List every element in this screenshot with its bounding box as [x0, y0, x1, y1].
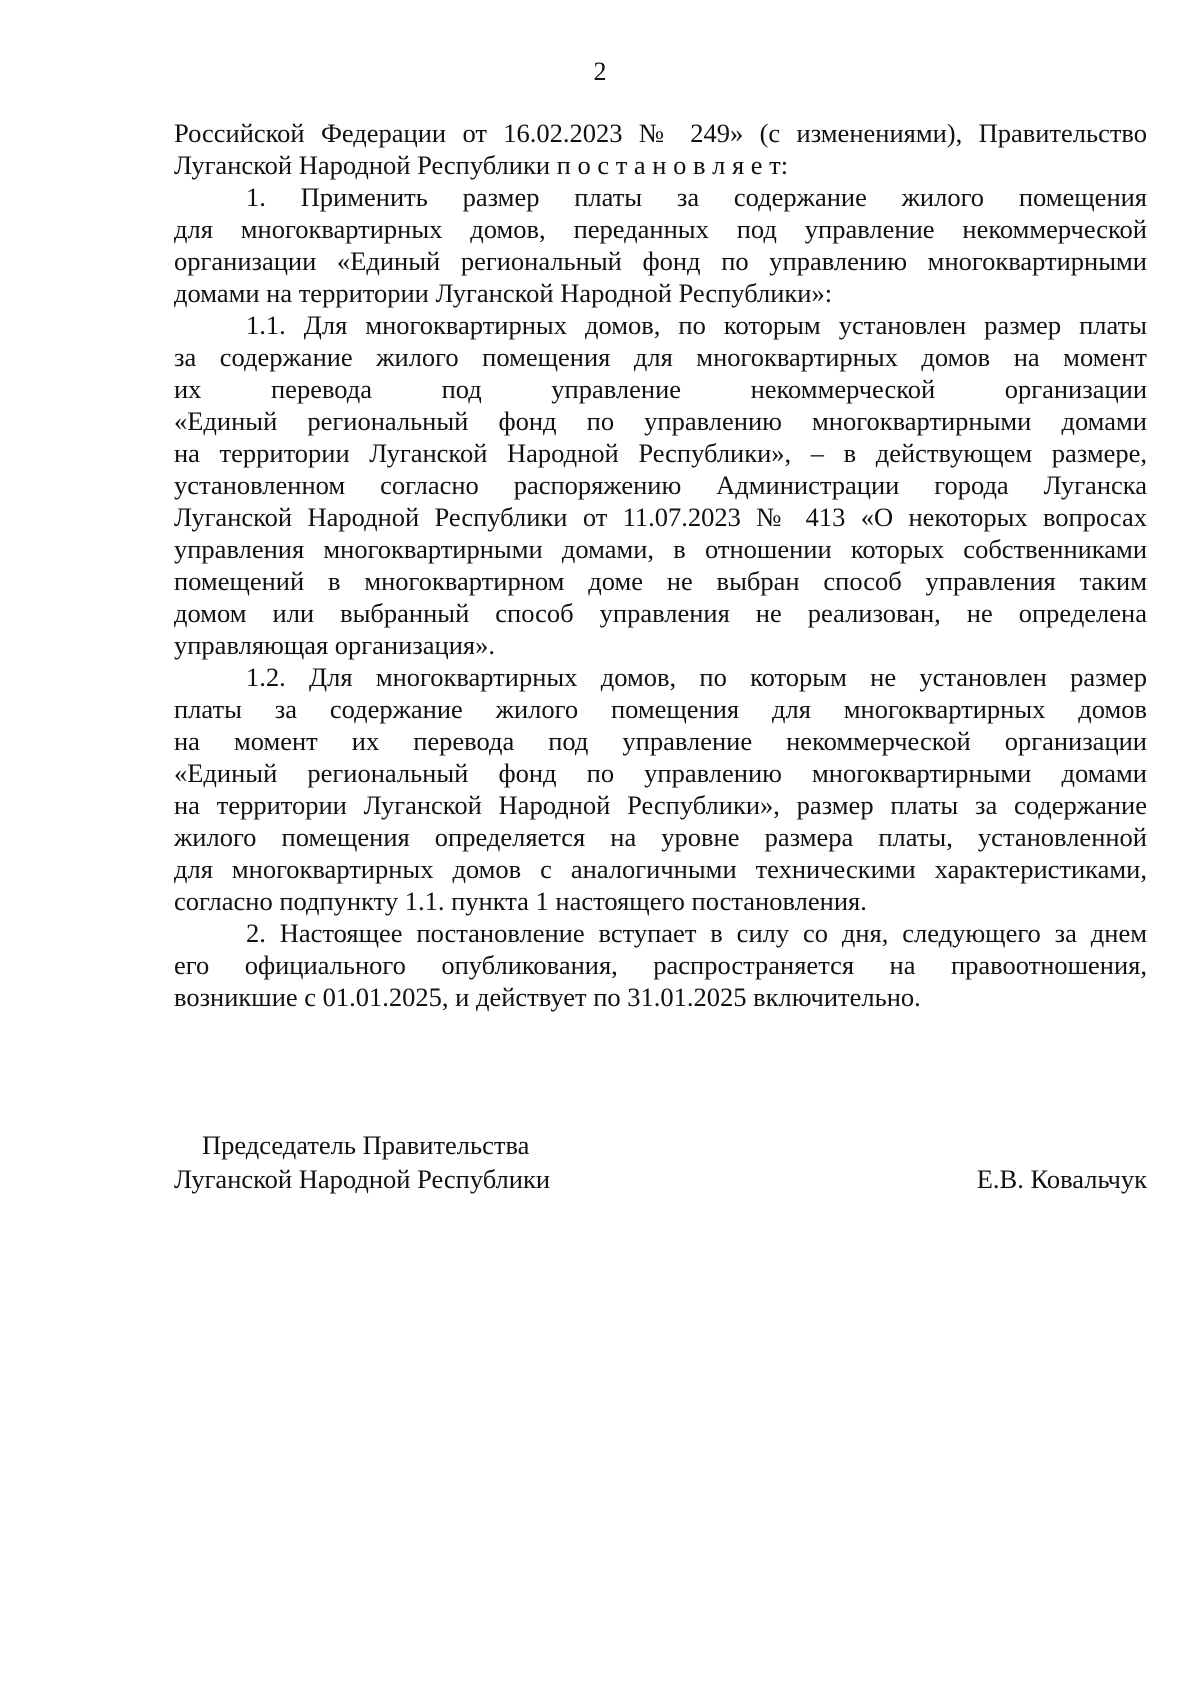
text-line: «Единый региональный фонд по управлению многоквартирными домами — [174, 758, 1147, 788]
text-line: на момент их перевода под управление некоммерческой организации — [174, 726, 1147, 756]
signatory-name: Е.В. Ковальчук — [976, 1164, 1147, 1194]
signatory-position-line-1: Председатель Правительства — [202, 1130, 530, 1160]
paragraph-2-start: 2. Настоящее постановление вступает в силу со дня, следующего за днем — [246, 918, 1147, 948]
text-line: домом или выбранный способ управления не реализован, не определена — [174, 598, 1147, 628]
document-body — [174, 117, 1147, 1013]
text-line: для многоквартирных домов, переданных под управление некоммерческой — [174, 214, 1147, 244]
text-line: управления многоквартирными домами, в отношении которых собственниками — [174, 534, 1147, 564]
text-line: согласно подпункту 1.1. пункта 1 настоящего постановления. — [174, 886, 867, 916]
signature-block — [174, 1128, 1147, 1196]
text-line: Российской Федерации от 16.02.2023 № 249» (с изменениями), Правительство — [174, 118, 1147, 148]
text-line: «Единый региональный фонд по управлению многоквартирными домами — [174, 406, 1147, 436]
text-line: помещений в многоквартирном доме не выбран способ управления таким — [174, 566, 1147, 596]
text-line: Луганской Народной Республики п о с т а н о в л я е т: — [174, 150, 789, 180]
text-line: их перевода под управление некоммерческой организации — [174, 374, 1147, 404]
text-line: возникшие с 01.01.2025, и действует по 31.01.2025 включительно. — [174, 982, 921, 1012]
text-line: установленном согласно распоряжению Администрации города Луганска — [174, 470, 1147, 500]
text-line: платы за содержание жилого помещения для многоквартирных домов — [174, 694, 1147, 724]
text-line: на территории Луганской Народной Республики», размер платы за содержание — [174, 790, 1147, 820]
text-line: домами на территории Луганской Народной Республики»: — [174, 278, 833, 308]
text-line: для многоквартирных домов с аналогичными техническими характеристиками, — [174, 854, 1147, 884]
paragraph-1-2-start: 1.2. Для многоквартирных домов, по которым не установлен размер — [246, 662, 1147, 692]
text-line: на территории Луганской Народной Республики», – в действующем размере, — [174, 438, 1147, 468]
text-line: за содержание жилого помещения для многоквартирных домов на момент — [174, 342, 1147, 372]
signatory-position-line-2-row — [174, 1162, 1147, 1196]
text-line: организации «Единый региональный фонд по управлению многоквартирными — [174, 246, 1147, 276]
page-number: 2 — [593, 57, 607, 86]
text-line: жилого помещения определяется на уровне размера платы, установленной — [174, 822, 1147, 852]
signatory-position-line-2: Луганской Народной Республики — [174, 1164, 551, 1194]
text-line: Луганской Народной Республики от 11.07.2023 № 413 «О некоторых вопросах — [174, 502, 1147, 532]
paragraph-1-1-start: 1.1. Для многоквартирных домов, по которым установлен размер платы — [246, 310, 1147, 340]
text-line: управляющая организация». — [174, 630, 495, 660]
paragraph-1-start: 1. Применить размер платы за содержание жилого помещения — [246, 182, 1147, 212]
text-line: его официального опубликования, распространяется на правоотношения, — [174, 950, 1147, 980]
